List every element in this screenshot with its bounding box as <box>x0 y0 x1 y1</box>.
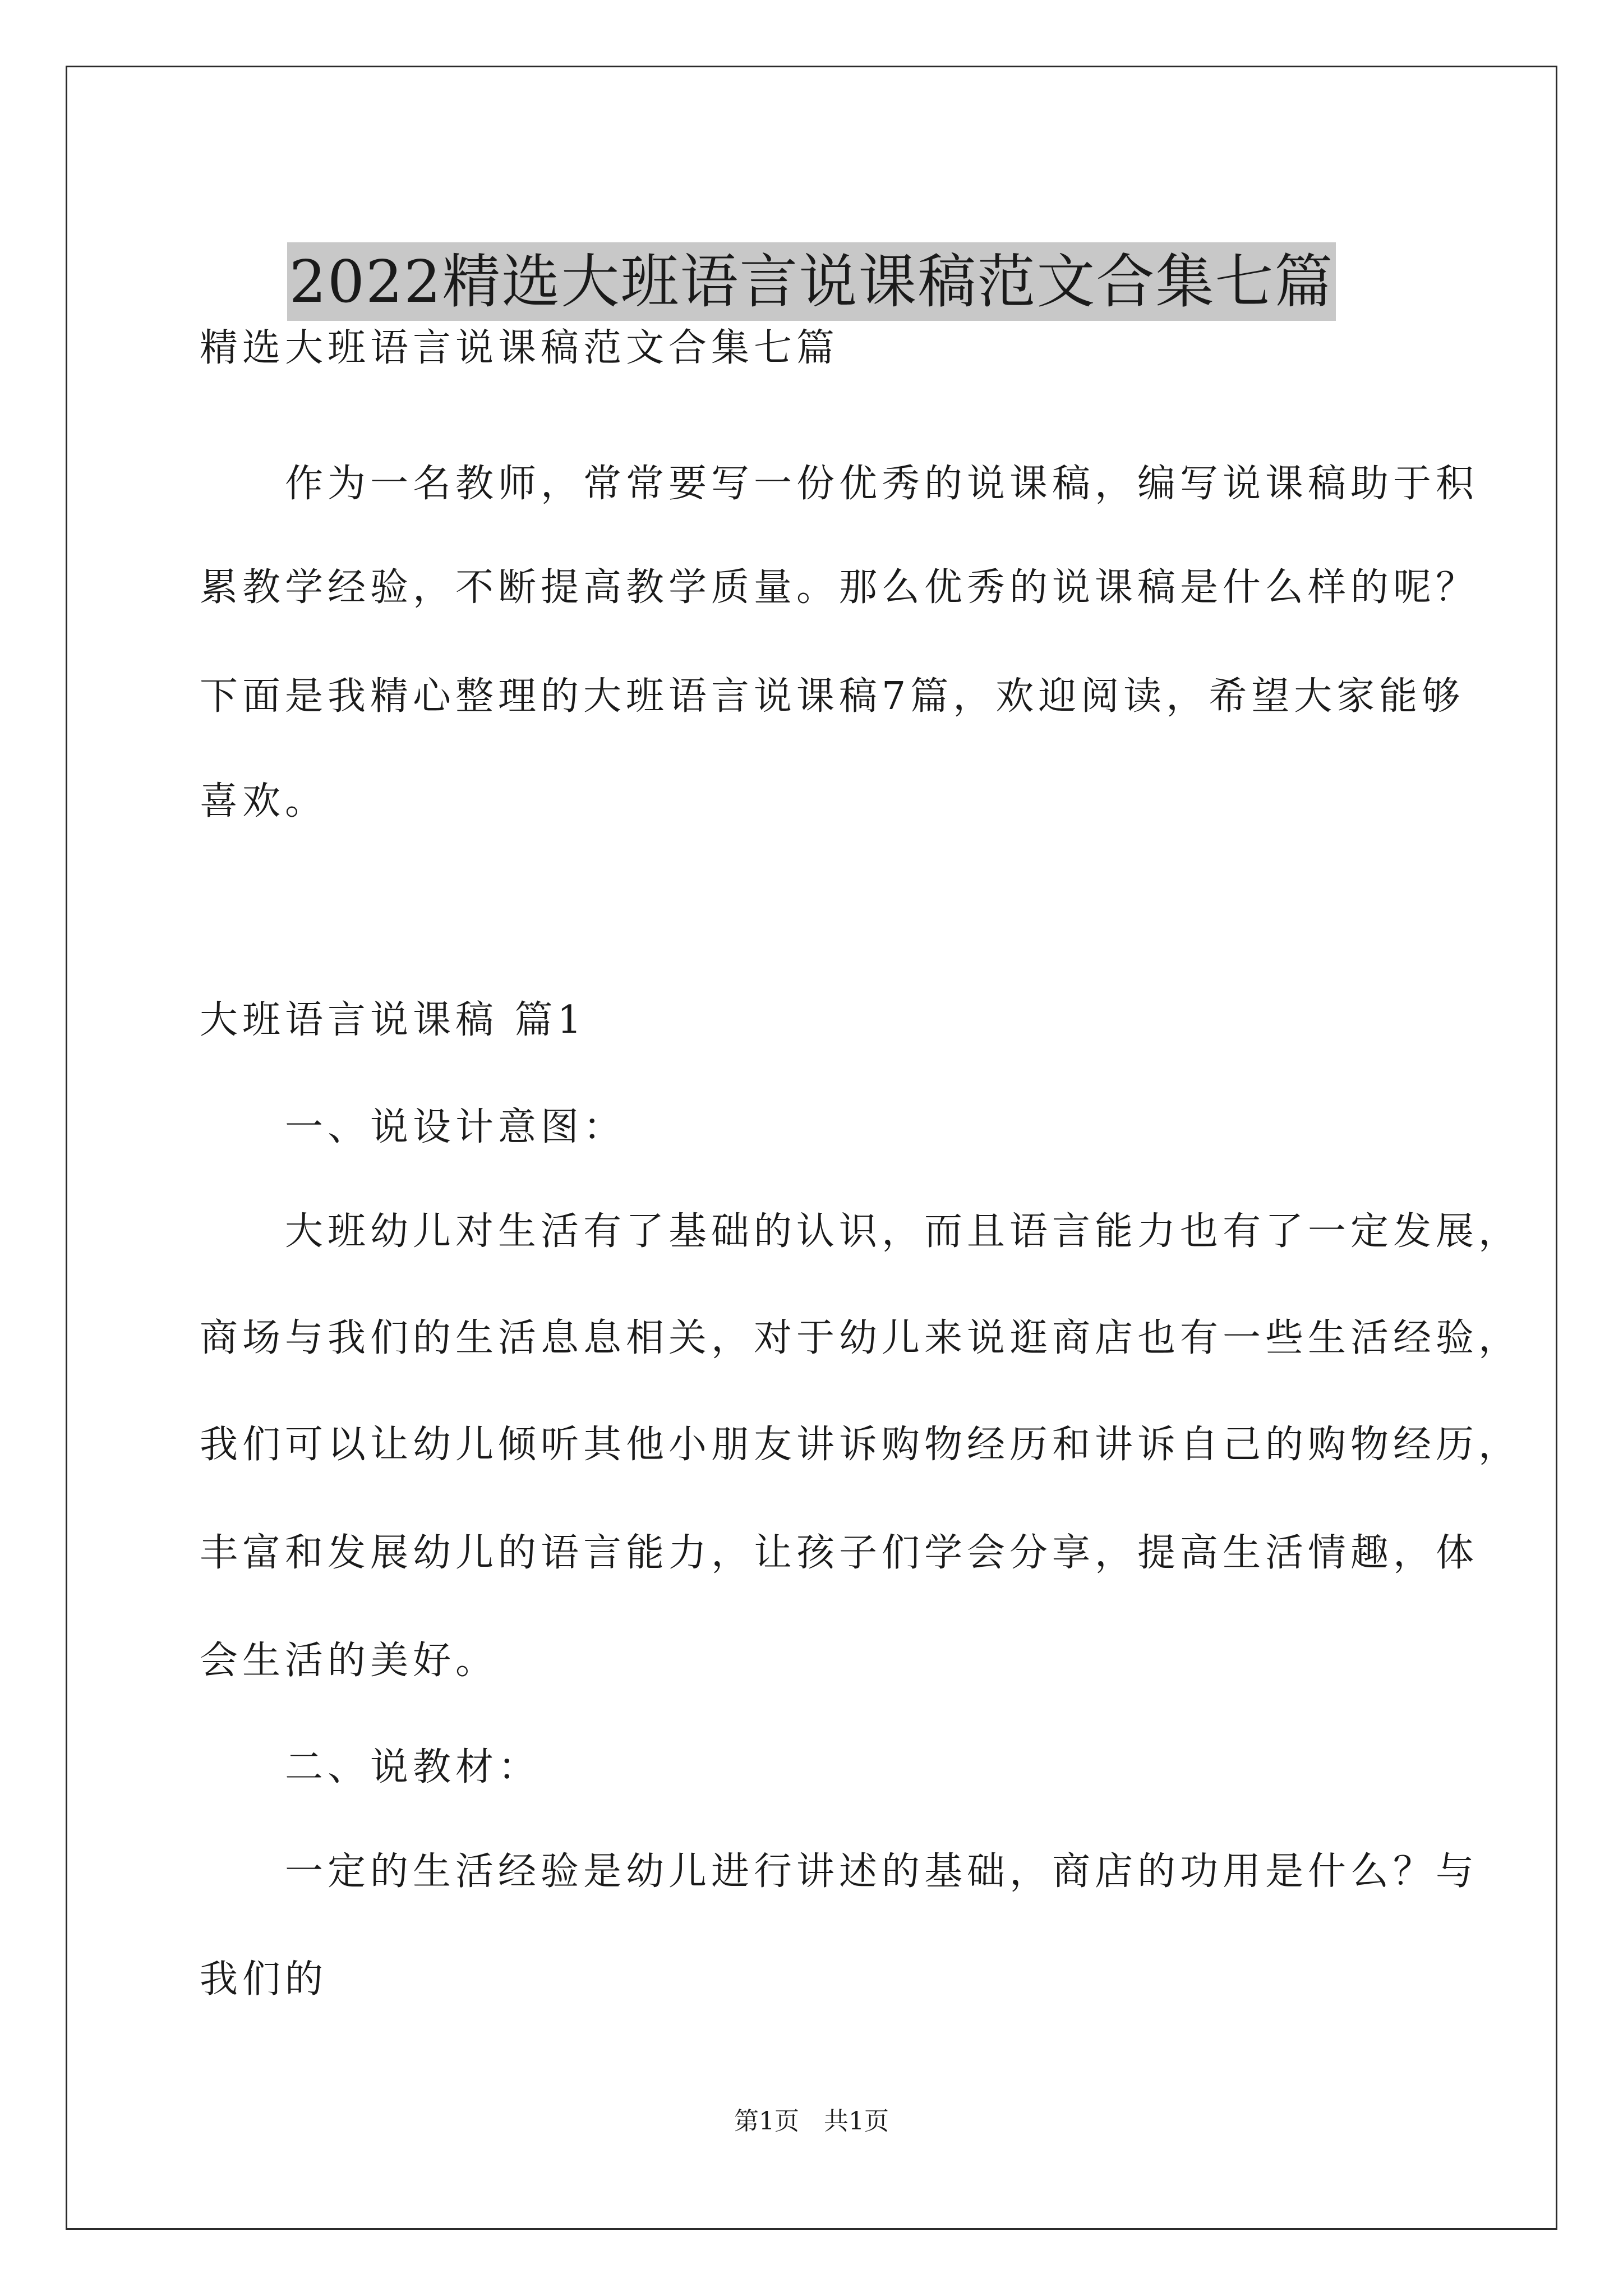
intro-line: 作为一名教师，常常要写一份优秀的说课稿，编写说课稿助于积 <box>200 462 1479 506</box>
paragraph-line: 我们可以让幼儿倾听其他小朋友讲诉购物经历和讲诉自己的购物经历， <box>200 1423 1521 1467</box>
page-footer: 第1页 共1页 <box>734 2107 889 2136</box>
paragraph-line: 会生活的美好。 <box>200 1639 499 1683</box>
document-subtitle: 精选大班语言说课稿范文合集七篇 <box>200 326 840 370</box>
paragraph-line: 我们的 <box>200 1957 328 2001</box>
paragraph-line: 丰富和发展幼儿的语言能力，让孩子们学会分享，提高生活情趣，体 <box>200 1531 1479 1575</box>
intro-line: 下面是我精心整理的大班语言说课稿7篇，欢迎阅读，希望大家能够 <box>200 674 1465 719</box>
section-heading: 大班语言说课稿 篇1 <box>200 998 586 1042</box>
paragraph-line: 大班幼儿对生活有了基础的认识，而且语言能力也有了一定发展， <box>200 1209 1521 1254</box>
intro-line: 累教学经验，不断提高教学质量。那么优秀的说课稿是什么样的呢？ <box>200 565 1479 610</box>
paragraph-line: 商场与我们的生活息息相关，对于幼儿来说逛商店也有一些生活经验， <box>200 1316 1521 1360</box>
document-title: 2022精选大班语言说课稿范文合集七篇 <box>287 242 1336 321</box>
intro-line: 喜欢。 <box>200 779 328 823</box>
paragraph-line: 一定的生活经验是幼儿进行讲述的基础，商店的功用是什么？与 <box>200 1849 1479 1894</box>
subheading: 一、说设计意图： <box>200 1105 626 1149</box>
subheading: 二、说教材： <box>200 1745 541 1789</box>
